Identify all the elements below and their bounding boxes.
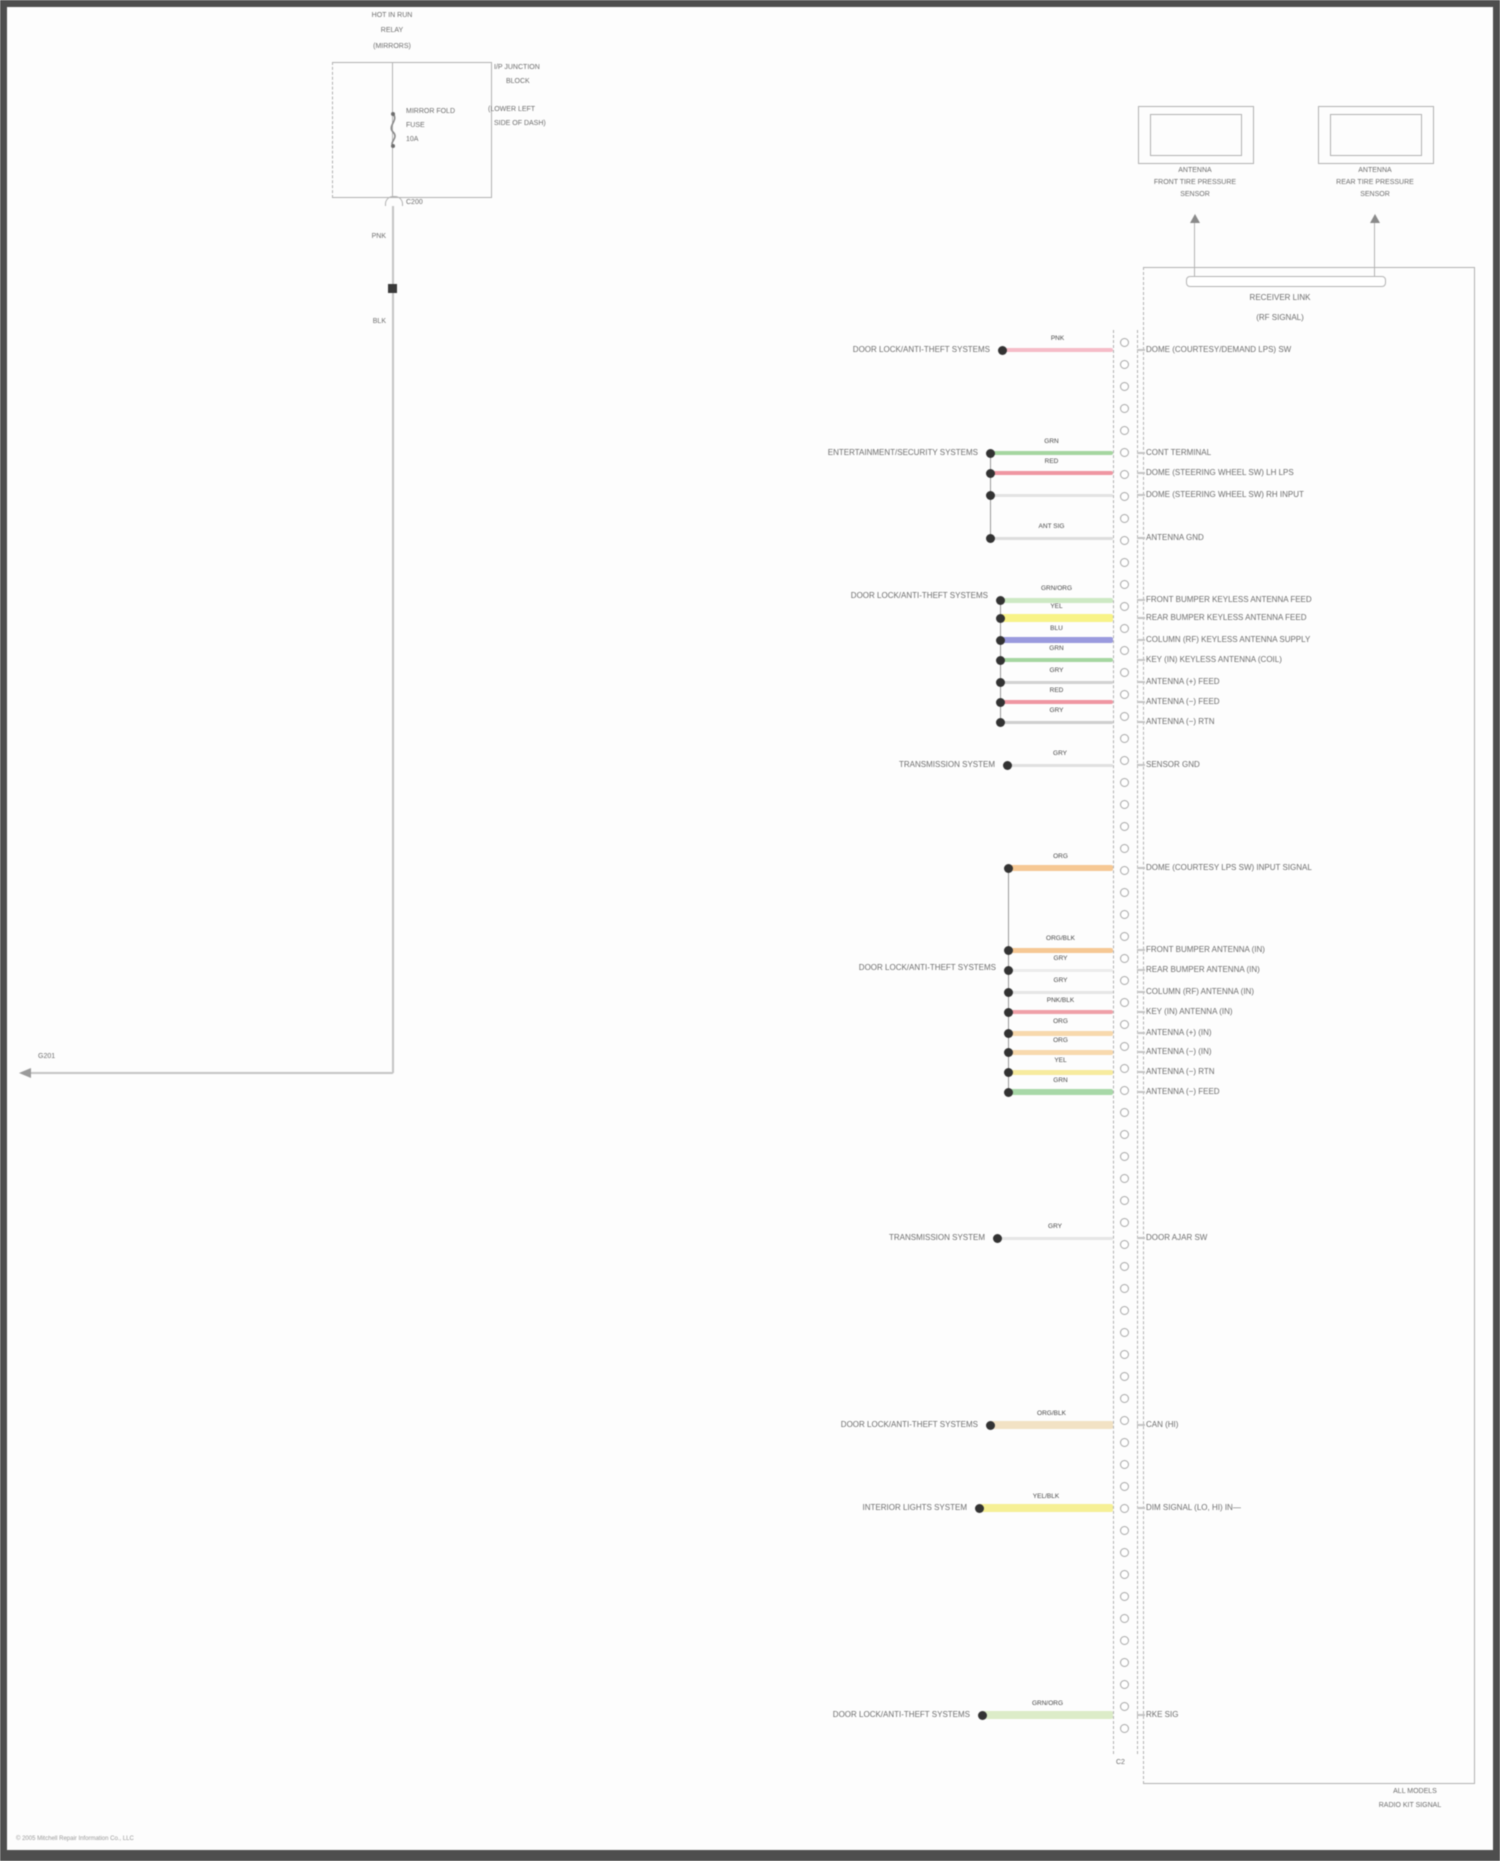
connector-pin: [1120, 1350, 1129, 1359]
wire-color-label: GRN: [1049, 645, 1064, 652]
connector-pin: [1120, 1372, 1129, 1381]
wire-segment: [990, 1421, 1113, 1429]
pin-function-label: ANTENNA (−) RTN: [1146, 1067, 1215, 1076]
fuse-block-title-3: (MIRRORS): [373, 43, 411, 50]
connector-pin: [1120, 536, 1129, 545]
pin-function-label: DOME (COURTESY LPS SW) INPUT SIGNAL: [1146, 863, 1312, 872]
wire-stub: [1137, 681, 1145, 683]
wire-color-label: GRY: [1049, 667, 1064, 674]
wire-splice-dot: [1004, 864, 1013, 873]
wire-color-label: GRN: [1053, 1077, 1068, 1084]
splice-dot: [388, 284, 397, 293]
scan-border-top: [0, 0, 1500, 7]
wire-splice-dot: [1003, 761, 1012, 770]
rear-sensor-label-2: REAR TIRE PRESSURE: [1336, 179, 1414, 186]
wire-segment: [1008, 1010, 1113, 1014]
pin-function-label: DOME (STEERING WHEEL SW) RH INPUT: [1146, 490, 1304, 499]
connector-pin: [1120, 1614, 1129, 1623]
location-note-1: (LOWER LEFT: [488, 106, 536, 113]
wire-segment: [1008, 969, 1113, 972]
wire-stub: [1137, 1071, 1145, 1073]
fuse-label-1: MIRROR FOLD: [406, 108, 455, 115]
wire-stub: [1137, 1237, 1145, 1239]
wire-segment: [1000, 598, 1113, 603]
wire-splice-dot: [996, 678, 1005, 687]
connector-pin: [1120, 602, 1129, 611]
connector-pin: [1120, 1306, 1129, 1315]
wire-segment: [1000, 700, 1113, 704]
connector-pin: [1120, 712, 1129, 721]
wire-splice-dot: [986, 1421, 995, 1430]
wire-color-label-top: PNK: [371, 233, 386, 240]
wire-stub: [1137, 659, 1145, 661]
rf-link-bracket: [1186, 276, 1386, 287]
wire-color-label: ORG/BLK: [1037, 1410, 1066, 1417]
wire-color-label: ORG: [1053, 853, 1068, 860]
connector-pin: [1120, 1240, 1129, 1249]
connector-pin: [1120, 360, 1129, 369]
wire-stub: [1137, 867, 1145, 869]
connector-pin: [1120, 1658, 1129, 1667]
connector-pin: [1120, 910, 1129, 919]
connector-pin: [1120, 1526, 1129, 1535]
pin-function-label: ANTENNA (−) (IN): [1146, 1047, 1212, 1056]
connector-pin: [1120, 932, 1129, 941]
wire-splice-dot: [986, 449, 995, 458]
wire-stub: [1137, 1507, 1145, 1509]
pin-function-label: SENSOR GND: [1146, 760, 1200, 769]
wire-segment: [997, 1237, 1113, 1240]
wire-color-label: ORG/BLK: [1046, 935, 1075, 942]
wire-segment: [1008, 1050, 1113, 1055]
location-note-2: SIDE OF DASH): [494, 120, 546, 127]
module-header-2: (RF SIGNAL): [1256, 313, 1304, 322]
wire-splice-dot: [996, 596, 1005, 605]
front-sensor-arrow-icon: [1190, 214, 1200, 223]
connector-pin: [1120, 1328, 1129, 1337]
connector-pin: [1120, 580, 1129, 589]
front-sensor-box-inner: [1150, 114, 1242, 156]
system-reference-label: DOOR LOCK/ANTI-THEFT SYSTEMS: [850, 591, 988, 600]
pin-column-right-edge: [1137, 330, 1138, 1754]
system-reference-label: DOOR LOCK/ANTI-THEFT SYSTEMS: [832, 1710, 970, 1719]
rear-sensor-label-1: ANTENNA: [1358, 167, 1392, 174]
wire-splice-dot: [1004, 988, 1013, 997]
module-header-1: RECEIVER LINK: [1249, 293, 1311, 302]
connector-pin: [1120, 1218, 1129, 1227]
wire-stub: [1137, 1091, 1145, 1093]
pin-function-label: COLUMN (RF) KEYLESS ANTENNA SUPPLY: [1146, 635, 1311, 644]
pin-function-label: DOME (COURTESY/DEMAND LPS) SW: [1146, 345, 1292, 354]
wire-stub: [1137, 1011, 1145, 1013]
wire-stub: [1137, 991, 1145, 993]
connector-pin: [1120, 954, 1129, 963]
pin-function-label: ANTENNA (+) (IN): [1146, 1028, 1212, 1037]
connector-pin: [1120, 1174, 1129, 1183]
pin-function-label: DOOR AJAR SW: [1146, 1233, 1208, 1242]
connector-pin: [1120, 1416, 1129, 1425]
connector-pin: [1120, 470, 1129, 479]
wire-segment: [990, 451, 1113, 455]
wire-stub: [1137, 494, 1145, 496]
connector-pin: [1120, 1460, 1129, 1469]
pin-column-left-edge: [1113, 330, 1114, 1754]
junction-block-note-2: BLOCK: [506, 78, 530, 85]
wire-color-label: RED: [1049, 687, 1064, 694]
connector-pin: [1120, 1548, 1129, 1557]
wire-segment: [990, 471, 1113, 475]
connector-symbol: [385, 196, 403, 206]
connector-pin: [1120, 1394, 1129, 1403]
system-reference-label: DOOR LOCK/ANTI-THEFT SYSTEMS: [840, 1420, 978, 1429]
system-reference-label: DOOR LOCK/ANTI-THEFT SYSTEMS: [852, 345, 990, 354]
scan-border-left: [0, 0, 7, 1861]
connector-pin: [1120, 1130, 1129, 1139]
wire-color-label: YEL: [1050, 603, 1063, 610]
connector-pin: [1120, 866, 1129, 875]
wire-splice-dot: [986, 469, 995, 478]
wire-bus-line: [1008, 868, 1009, 1092]
connector-pin: [1120, 426, 1129, 435]
connector-pin: [1120, 1570, 1129, 1579]
pin-function-label: CAN (HI): [1146, 1420, 1179, 1429]
wire-segment: [1000, 614, 1113, 622]
wire-stub: [1137, 349, 1145, 351]
junction-block-note-1: I/P JUNCTION: [494, 64, 540, 71]
wire-stub: [1137, 1714, 1145, 1716]
connector-pin: [1120, 1482, 1129, 1491]
connector-pin: [1120, 448, 1129, 457]
wire-splice-dot: [996, 718, 1005, 727]
system-reference-label: INTERIOR LIGHTS SYSTEM: [862, 1503, 967, 1512]
wire-color-label: RED: [1044, 458, 1059, 465]
wire-segment: [1008, 1070, 1113, 1075]
wire-color-label: BLU: [1050, 625, 1063, 632]
connector-pin: [1120, 976, 1129, 985]
connector-pin: [1120, 1152, 1129, 1161]
module-bottom-label-1: ALL MODELS: [1393, 1788, 1437, 1795]
scan-border-bottom: [0, 1850, 1500, 1861]
wire-segment: [990, 494, 1113, 497]
connector-pin: [1120, 1702, 1129, 1711]
connector-pin: [1120, 756, 1129, 765]
connector-pin: [1120, 1196, 1129, 1205]
connector-pin: [1120, 1680, 1129, 1689]
pin-function-label: ANTENNA (−) RTN: [1146, 717, 1215, 726]
wire-segment: [1008, 1089, 1113, 1095]
wire-color-label: GRY: [1053, 750, 1067, 757]
connector-pin: [1120, 404, 1129, 413]
connector-pin: [1120, 1636, 1129, 1645]
wire-color-label: GRY: [1053, 977, 1068, 984]
connector-pin: [1120, 1504, 1129, 1513]
wire-segment: [1007, 764, 1113, 767]
wire-color-label: PNK: [1050, 335, 1065, 342]
wire-color-label: PNK/BLK: [1046, 997, 1075, 1004]
rear-sensor-label-3: SENSOR: [1360, 191, 1390, 198]
wire-color-label: GRY: [1053, 955, 1068, 962]
fuse-block-title-2: RELAY: [380, 27, 404, 34]
pin-function-label: ANTENNA (+) FEED: [1146, 677, 1220, 686]
wire-stub: [1137, 599, 1145, 601]
fuse-label-3: 10A: [406, 136, 419, 143]
wire-splice-dot: [996, 614, 1005, 623]
wire-stub: [1137, 537, 1145, 539]
wire-color-label: YEL: [1054, 1057, 1067, 1064]
wire-stub: [1137, 721, 1145, 723]
wire-splice-dot: [998, 346, 1007, 355]
pin-function-label: ANTENNA (−) FEED: [1146, 697, 1220, 706]
wire-splice-dot: [1004, 1048, 1013, 1057]
connector-pin: [1120, 1020, 1129, 1029]
pin-function-label: KEY (IN) ANTENNA (IN): [1146, 1007, 1233, 1016]
wire-segment: [1008, 865, 1113, 871]
system-reference-label: TRANSMISSION SYSTEM: [888, 1233, 985, 1242]
ground-wire-vertical: [392, 206, 394, 1073]
wire-splice-dot: [1004, 1068, 1013, 1077]
front-sensor-label-2: FRONT TIRE PRESSURE: [1153, 179, 1237, 186]
wire-splice-dot: [1004, 1008, 1013, 1017]
connector-pin: [1120, 624, 1129, 633]
rear-sensor-box-inner: [1330, 114, 1422, 156]
pin-function-label: FRONT BUMPER KEYLESS ANTENNA FEED: [1146, 595, 1312, 604]
connector-pin: [1120, 1724, 1129, 1733]
scan-border-right: [1493, 0, 1500, 1861]
connector-pin: [1120, 734, 1129, 743]
wire-color-label: YEL/BLK: [1032, 1493, 1060, 1500]
front-sensor-label-1: ANTENNA: [1178, 167, 1212, 174]
wire-splice-dot: [975, 1504, 984, 1513]
module-bottom-label-2: RADIO KIT SIGNAL: [1378, 1802, 1442, 1809]
wire-splice-dot: [1004, 966, 1013, 975]
pin-function-label: DOME (STEERING WHEEL SW) LH LPS: [1146, 468, 1294, 477]
wire-stub: [1137, 452, 1145, 454]
wire-stub: [1137, 617, 1145, 619]
wire-segment: [1000, 637, 1113, 643]
connector-label: C200: [406, 199, 423, 206]
wire-splice-dot: [996, 698, 1005, 707]
pin-function-label: CONT TERMINAL: [1146, 448, 1212, 457]
wire-stub: [1137, 1424, 1145, 1426]
connector-pin: [1120, 1592, 1129, 1601]
wire-color-label: GRY: [1048, 1223, 1062, 1230]
pin-function-label: REAR BUMPER ANTENNA (IN): [1146, 965, 1260, 974]
connector-pin: [1120, 690, 1129, 699]
fuse-block-title-1: HOT IN RUN: [371, 12, 413, 19]
wire-splice-dot: [978, 1711, 987, 1720]
wire-segment: [1000, 681, 1113, 684]
connector-pin: [1120, 888, 1129, 897]
fuse-icon: [383, 112, 403, 148]
connector-pin: [1120, 646, 1129, 655]
ground-label: G201: [38, 1053, 56, 1060]
connector-pin: [1120, 1284, 1129, 1293]
connector-pin: [1120, 822, 1129, 831]
connector-pin: [1120, 338, 1129, 347]
wire-color-label: ORG: [1053, 1037, 1068, 1044]
wire-color-label: GRY: [1049, 707, 1064, 714]
wire-segment: [1008, 991, 1113, 994]
copyright-line: © 2005 Mitchell Repair Information Co., LLC: [16, 1836, 134, 1842]
ground-wire-horizontal: [30, 1072, 393, 1074]
wire-segment: [1008, 948, 1113, 953]
connector-pin: [1120, 1042, 1129, 1051]
front-sensor-label-3: SENSOR: [1180, 191, 1210, 198]
pin-function-label: ANTENNA GND: [1146, 533, 1204, 542]
wire-segment: [1002, 348, 1113, 352]
wire-segment: [990, 537, 1113, 540]
wire-segment: [1000, 658, 1113, 662]
wire-stub: [1137, 969, 1145, 971]
connector-pin: [1120, 1064, 1129, 1073]
ground-arrow-icon: [19, 1068, 31, 1078]
pin-function-label: FRONT BUMPER ANTENNA (IN): [1146, 945, 1265, 954]
wire-splice-dot: [996, 636, 1005, 645]
wire-segment: [979, 1504, 1113, 1512]
wire-stub: [1137, 472, 1145, 474]
wire-color-label: ANT SIG: [1038, 523, 1065, 530]
wire-splice-dot: [1004, 1088, 1013, 1097]
connector-pin: [1120, 668, 1129, 677]
wire-stub: [1137, 1032, 1145, 1034]
connector-pin: [1120, 492, 1129, 501]
connector-pin: [1120, 778, 1129, 787]
wire-color-label: ORG: [1053, 1018, 1068, 1025]
wire-color-label: GRN: [1044, 438, 1059, 445]
wire-segment: [982, 1711, 1113, 1719]
connector-pin: [1120, 800, 1129, 809]
wire-color-label-bottom: BLK: [372, 318, 386, 325]
wire-splice-dot: [1004, 1029, 1013, 1038]
connector-pin: [1120, 558, 1129, 567]
wire-splice-dot: [986, 491, 995, 500]
connector-pin: [1120, 1108, 1129, 1117]
wire-stub: [1137, 949, 1145, 951]
pin-function-label: ANTENNA (−) FEED: [1146, 1087, 1220, 1096]
connector-pin: [1120, 382, 1129, 391]
connector-pin: [1120, 1086, 1129, 1095]
wire-color-label: GRN/ORG: [1040, 585, 1073, 592]
system-reference-label: ENTERTAINMENT/SECURITY SYSTEMS: [827, 448, 978, 457]
rear-sensor-arrow-icon: [1370, 214, 1380, 223]
wire-stub: [1137, 701, 1145, 703]
pin-function-label: RKE SIG: [1146, 1710, 1179, 1719]
pin-function-label: DIM SIGNAL (LO, HI) IN—: [1146, 1503, 1241, 1512]
connector-pin: [1120, 1438, 1129, 1447]
connector-pin: [1120, 998, 1129, 1007]
system-reference-label: TRANSMISSION SYSTEM: [898, 760, 995, 769]
fuse-label-2: FUSE: [406, 122, 425, 129]
connector-pin: [1120, 1262, 1129, 1271]
pin-function-label: COLUMN (RF) ANTENNA (IN): [1146, 987, 1254, 996]
wire-color-label: GRN/ORG: [1031, 1700, 1064, 1707]
wire-stub: [1137, 764, 1145, 766]
connector-pin: [1120, 844, 1129, 853]
wire-splice-dot: [993, 1234, 1002, 1243]
wire-splice-dot: [996, 656, 1005, 665]
wire-splice-dot: [986, 534, 995, 543]
wire-segment: [1008, 1031, 1113, 1036]
pin-function-label: REAR BUMPER KEYLESS ANTENNA FEED: [1146, 613, 1307, 622]
system-reference-label: DOOR LOCK/ANTI-THEFT SYSTEMS: [858, 963, 996, 972]
wire-stub: [1137, 639, 1145, 641]
wire-segment: [1000, 721, 1113, 724]
module-connector-label: C2: [1116, 1759, 1125, 1766]
connector-pin: [1120, 514, 1129, 523]
pin-function-label: KEY (IN) KEYLESS ANTENNA (COIL): [1146, 655, 1282, 664]
wire-splice-dot: [1004, 946, 1013, 955]
wire-stub: [1137, 1051, 1145, 1053]
